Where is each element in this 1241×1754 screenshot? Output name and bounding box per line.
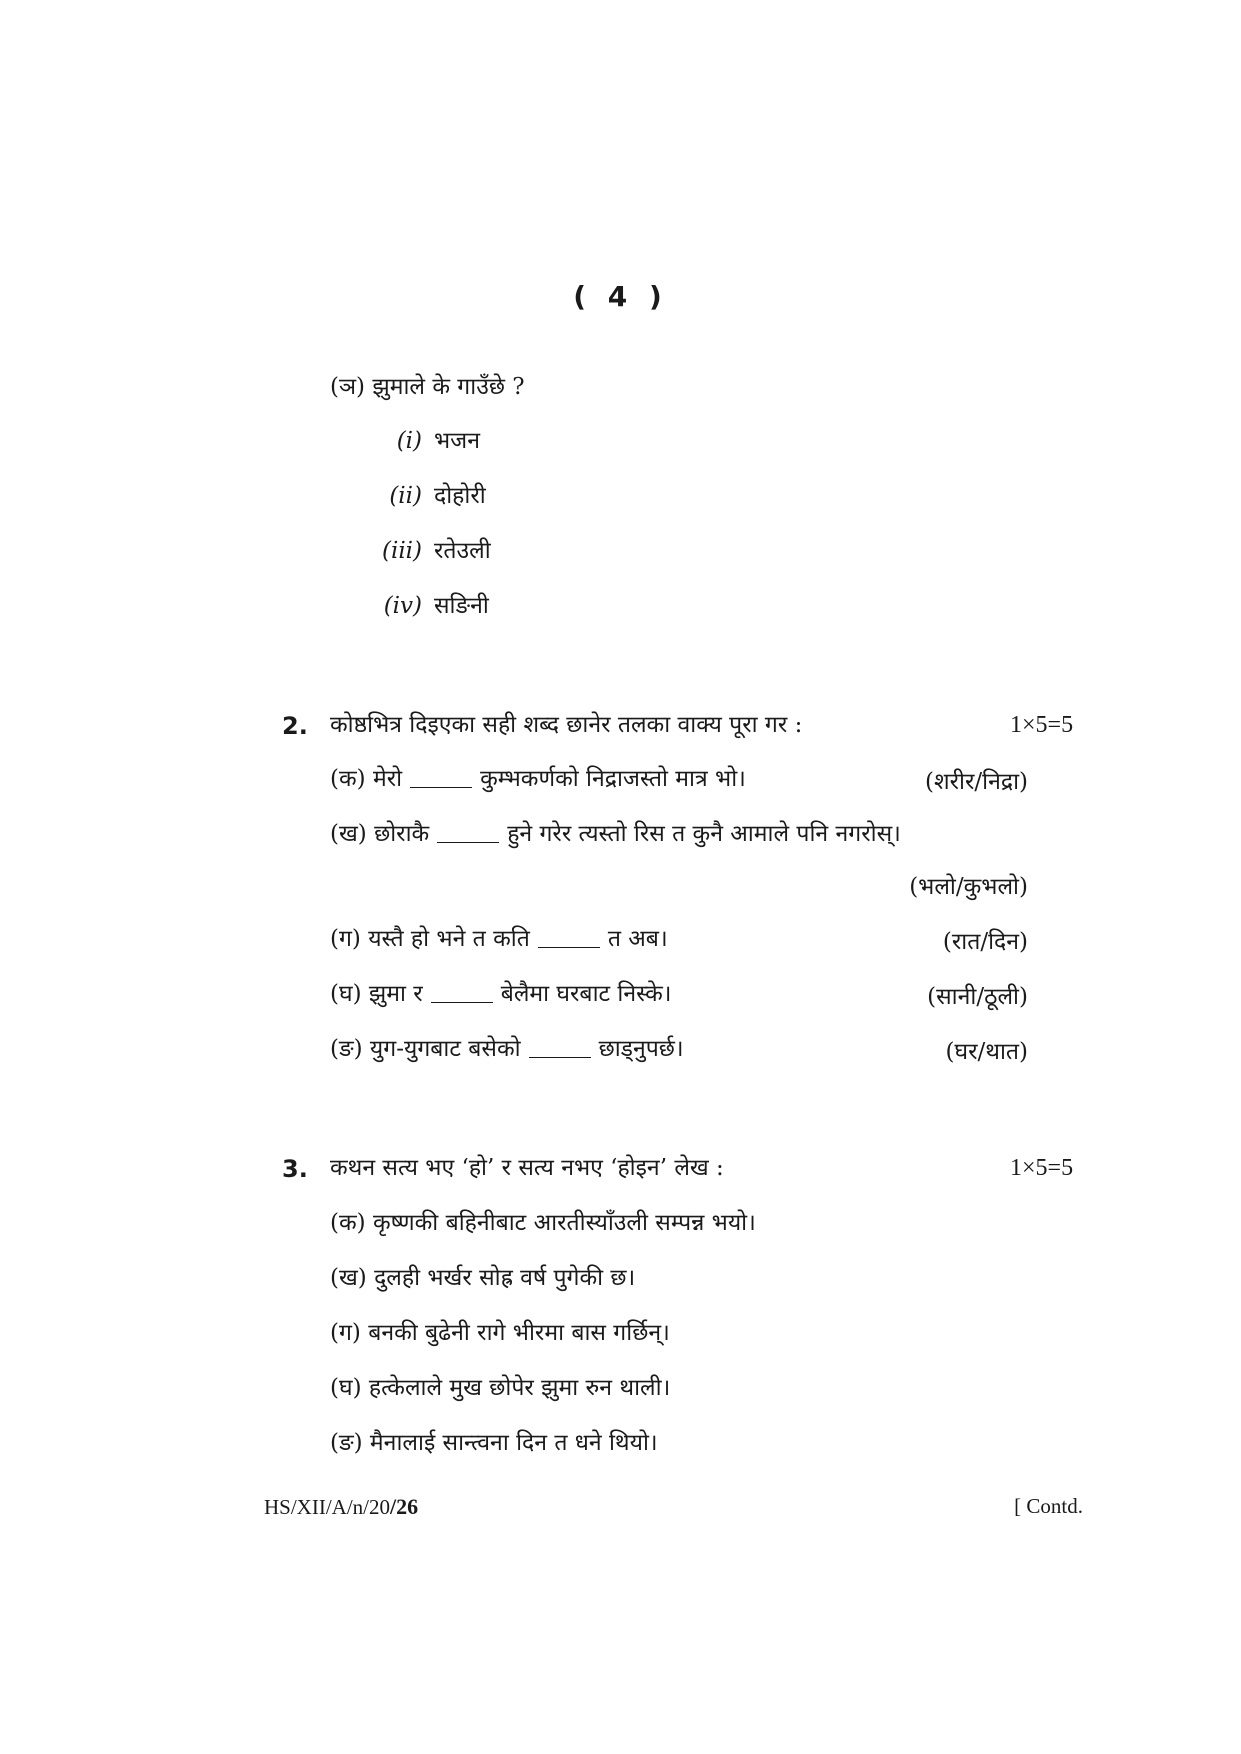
answer-blank: [431, 988, 493, 1003]
item-label: (ङ): [330, 1036, 363, 1062]
question-1-item-nya: [330, 372, 525, 402]
true-false-item: [330, 1373, 670, 1403]
answer-blank: [410, 773, 472, 788]
word-choice-hint: (रात/दिन): [942, 929, 1028, 955]
item-label: (क): [330, 1210, 366, 1236]
option-text: दोहोरी: [434, 483, 486, 509]
fill-blank-item: [330, 819, 901, 849]
item-text-before: छोराकै: [374, 821, 430, 847]
option-item: [378, 481, 486, 511]
item-text: कृष्णकी बहिनीबाट आरतीस्याँउली सम्पन्न भयो।: [372, 1210, 756, 1236]
option-item: [378, 536, 491, 566]
question-2-marks: 1×5=5: [1010, 712, 1074, 738]
paper-code: [264, 1494, 418, 1520]
item-label: (ग): [330, 926, 361, 952]
continued-note: [ Contd.: [1014, 1494, 1083, 1518]
page-number: ( 4 ): [573, 280, 668, 313]
question-3-number: 3.: [282, 1155, 308, 1183]
item-label: (क): [330, 766, 366, 792]
option-text: भजन: [434, 428, 480, 454]
item-text-after: हुने गरेर त्यस्तो रिस त कुनै आमाले पनि नगरोस्।: [507, 821, 901, 847]
item-text: दुलही भर्खर सोह्र वर्ष पुगेकी छ।: [374, 1265, 636, 1291]
word-choice-hint: (सानी/ठूली): [927, 984, 1028, 1010]
item-text-after: बेलैमा घरबाट निस्के।: [500, 981, 672, 1007]
item-text: मैनालाई सान्त्वना दिन त धने थियो।: [369, 1430, 658, 1456]
item-text-after: छाड्नुपर्छ।: [598, 1036, 684, 1062]
item-text: झुमाले के गाउँछे ?: [372, 374, 525, 400]
fill-blank-item: [330, 924, 668, 954]
item-text-before: युग-युगबाट बसेको: [369, 1036, 521, 1062]
word-choice-hint: (शरीर/निद्रा): [925, 769, 1028, 795]
word-choice-hint: (भलो/कुभलो): [909, 874, 1028, 900]
item-text: बनकी बुढेनी रागे भीरमा बास गर्छिन्।: [368, 1320, 670, 1346]
fill-blank-item: [330, 979, 671, 1009]
option-text: सङिनी: [434, 593, 489, 619]
option-number: (i): [396, 428, 422, 454]
option-text: रतेउली: [434, 538, 491, 564]
true-false-item: [330, 1318, 670, 1348]
answer-blank: [538, 933, 600, 948]
option-item: [378, 426, 480, 456]
item-label: (ख): [330, 1265, 367, 1291]
question-2-number: 2.: [282, 712, 308, 740]
item-text-before: मेरो: [372, 766, 403, 792]
item-text-before: यस्तै हो भने त कति: [368, 926, 530, 952]
option-item: [378, 591, 489, 621]
word-choice-hint: (घर/थात): [945, 1039, 1028, 1065]
item-text-before: झुमा र: [368, 981, 423, 1007]
item-text: हत्केलाले मुख छोपेर झुमा रुन थाली।: [368, 1375, 671, 1401]
paper-code-suffix: /26: [390, 1494, 419, 1519]
item-text-after: कुम्भकर्णको निद्राजस्तो मात्र भो।: [480, 766, 746, 792]
question-3-title: कथन सत्य भए ‘हो’ र सत्य नभए ‘होइन’ लेख :: [330, 1155, 724, 1181]
item-text-after: त अब।: [607, 926, 668, 952]
option-number: (iii): [381, 538, 422, 564]
true-false-item: [330, 1263, 635, 1293]
fill-blank-item: [330, 764, 746, 794]
answer-blank: [529, 1043, 591, 1058]
item-label: (घ): [330, 981, 362, 1007]
item-label: (ञ): [330, 374, 366, 400]
true-false-item: [330, 1208, 756, 1238]
fill-blank-item: [330, 1034, 684, 1064]
option-number: (iv): [383, 593, 422, 619]
question-2-title: कोष्ठभित्र दिइएका सही शब्द छानेर तलका वाक्य पूरा गर :: [330, 712, 803, 738]
answer-blank: [437, 828, 499, 843]
paper-code-prefix: HS/XII/A/n/20: [264, 1495, 390, 1519]
item-label: (ग): [330, 1320, 361, 1346]
item-label: (ङ): [330, 1430, 363, 1456]
true-false-item: [330, 1428, 658, 1458]
option-number: (ii): [389, 483, 422, 509]
item-label: (ख): [330, 821, 367, 847]
item-label: (घ): [330, 1375, 362, 1401]
question-3-marks: 1×5=5: [1010, 1155, 1074, 1181]
